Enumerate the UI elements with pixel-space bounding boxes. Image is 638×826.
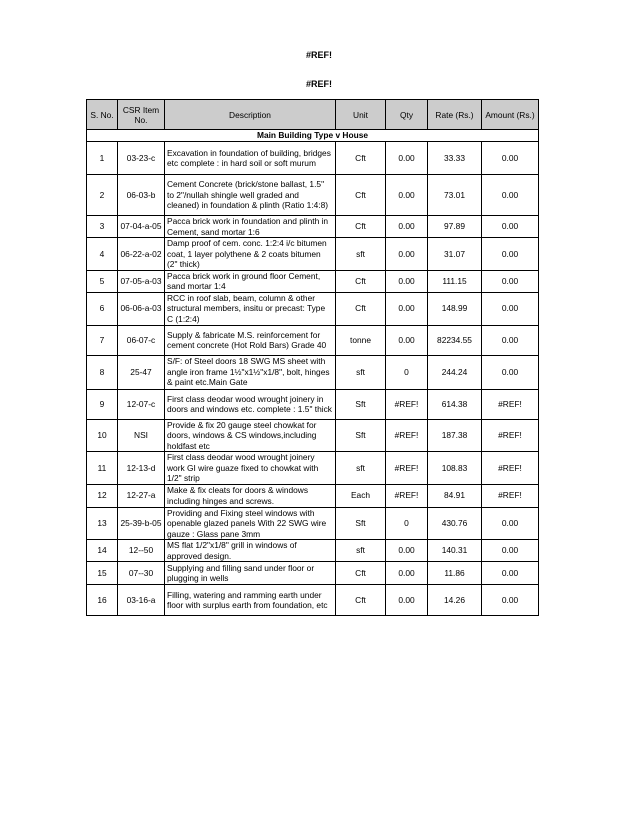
cell-sno: 1 <box>87 142 118 175</box>
cell-unit: Cft <box>336 175 386 216</box>
cell-sno: 13 <box>87 507 118 540</box>
sheet-title-line-2: #REF! <box>305 79 332 89</box>
cell-unit: Sft <box>336 419 386 452</box>
cell-unit: Sft <box>336 507 386 540</box>
cell-amount: 0.00 <box>482 355 539 389</box>
cell-description: Pacca brick work in ground floor Cement, sand mortar 1:4 <box>165 270 336 292</box>
table-row <box>87 175 539 216</box>
cell-csr-item: 06-22-a-02 <box>118 238 165 271</box>
cell-rate: 31.07 <box>428 238 482 271</box>
cell-amount: 0.00 <box>482 507 539 540</box>
table-row <box>87 562 539 585</box>
cell-rate: 14.26 <box>428 585 482 616</box>
cell-amount: #REF! <box>482 419 539 452</box>
cell-csr-item: 25-39-b-05 <box>118 507 165 540</box>
cell-qty: #REF! <box>386 419 428 452</box>
cell-sno: 11 <box>87 452 118 485</box>
cell-rate: 244.24 <box>428 355 482 389</box>
table-row <box>87 585 539 616</box>
cell-csr-item: 07-05-a-03 <box>118 270 165 292</box>
cell-unit: sft <box>336 452 386 485</box>
cell-qty: 0.00 <box>386 238 428 271</box>
cell-sno: 8 <box>87 355 118 389</box>
section-title: Main Building Type v House <box>87 130 539 142</box>
cell-amount: 0.00 <box>482 540 539 562</box>
cell-csr-item: 12-07-c <box>118 389 165 419</box>
cell-description: First class deodar wood wrought joinery work GI wire guaze fixed to chowkat with 1/2" strip <box>165 452 336 485</box>
cell-description: Damp proof of cem. conc. 1:2:4 i/c bitumen coat, 1 layer polythene & 2 coats bitumen (2" thick) <box>165 238 336 271</box>
cell-csr-item: 25-47 <box>118 355 165 389</box>
cell-rate: 33.33 <box>428 142 482 175</box>
cell-rate: 140.31 <box>428 540 482 562</box>
cell-description: Providing and Fixing steel windows with openable glazed panels With 22 SWG wire gauze : Glass pane 3mm <box>165 507 336 540</box>
cell-amount: 0.00 <box>482 216 539 238</box>
cell-csr-item: 07-04-a-05 <box>118 216 165 238</box>
cell-unit: Cft <box>336 585 386 616</box>
cell-sno: 3 <box>87 216 118 238</box>
cell-csr-item: 06-06-a-03 <box>118 292 165 325</box>
cell-csr-item: NSI <box>118 419 165 452</box>
table-header-row <box>87 100 539 130</box>
bill-of-quantities-table <box>86 99 539 616</box>
cell-rate: 430.76 <box>428 507 482 540</box>
cell-rate: 84.91 <box>428 484 482 507</box>
cell-amount: 0.00 <box>482 325 539 355</box>
cell-csr-item: 06-07-c <box>118 325 165 355</box>
cell-rate: 73.01 <box>428 175 482 216</box>
cell-description: Filling, watering and ramming earth under floor with surplus earth from foundation, etc <box>165 585 336 616</box>
cell-rate: 108.83 <box>428 452 482 485</box>
cell-unit: sft <box>336 355 386 389</box>
cell-rate: 111.15 <box>428 270 482 292</box>
table-row <box>87 507 539 540</box>
column-header-amount: Amount (Rs.) <box>482 100 539 130</box>
cell-qty: 0 <box>386 355 428 389</box>
cell-csr-item: 12--50 <box>118 540 165 562</box>
cell-sno: 5 <box>87 270 118 292</box>
cell-csr-item: 12-27-a <box>118 484 165 507</box>
table-row <box>87 325 539 355</box>
column-header-unit: Unit <box>336 100 386 130</box>
cell-qty: 0.00 <box>386 142 428 175</box>
column-header-sno: S. No. <box>87 100 118 130</box>
cell-description: First class deodar wood wrought joinery in doors and windows etc. complete : 1.5" thick <box>165 389 336 419</box>
cell-description: Supply & fabricate M.S. reinforcement for cement concrete (Hot Rold Bars) Grade 40 <box>165 325 336 355</box>
sheet-title-line-1: #REF! <box>305 50 332 60</box>
cell-csr-item: 06-03-b <box>118 175 165 216</box>
cell-qty: 0.00 <box>386 292 428 325</box>
column-header-rate: Rate (Rs.) <box>428 100 482 130</box>
section-row <box>87 130 539 142</box>
cell-unit: sft <box>336 540 386 562</box>
cell-description: MS flat 1/2"x1/8" grill in windows of approved design. <box>165 540 336 562</box>
cell-description: Supplying and filling sand under floor or plugging in wells <box>165 562 336 585</box>
cell-qty: 0.00 <box>386 540 428 562</box>
cell-description: Excavation in foundation of building, bridges etc complete : in hard soil or soft murum <box>165 142 336 175</box>
cell-description: Pacca brick work in foundation and plinth in Cement, sand mortar 1:6 <box>165 216 336 238</box>
cell-qty: 0 <box>386 507 428 540</box>
cell-description: RCC in roof slab, beam, column & other structural members, insitu or precast: Type C (1:2:4) <box>165 292 336 325</box>
cell-sno: 14 <box>87 540 118 562</box>
cell-unit: tonne <box>336 325 386 355</box>
cell-amount: #REF! <box>482 389 539 419</box>
cell-unit: Cft <box>336 270 386 292</box>
table-row <box>87 452 539 485</box>
cell-qty: #REF! <box>386 484 428 507</box>
cell-sno: 12 <box>87 484 118 507</box>
table-row <box>87 389 539 419</box>
cell-amount: 0.00 <box>482 142 539 175</box>
cell-description: Make & fix cleats for doors & windows including hinges and screws. <box>165 484 336 507</box>
cell-qty: 0.00 <box>386 562 428 585</box>
cell-description: Provide & fix 20 gauge steel chowkat for doors, windows & CS windows,including holdfast etc <box>165 419 336 452</box>
cell-qty: 0.00 <box>386 216 428 238</box>
column-header-csr-item: CSR Item No. <box>118 100 165 130</box>
cell-sno: 6 <box>87 292 118 325</box>
column-header-description: Description <box>165 100 336 130</box>
table-row <box>87 142 539 175</box>
cell-sno: 2 <box>87 175 118 216</box>
cell-amount: #REF! <box>482 484 539 507</box>
cell-sno: 9 <box>87 389 118 419</box>
cell-unit: Sft <box>336 389 386 419</box>
cell-csr-item: 03-16-a <box>118 585 165 616</box>
cell-description: S/F: of Steel doors 18 SWG MS sheet with angle iron frame 1½"x1½"x1/8", bolt, hinges & paint etc.Main Gate <box>165 355 336 389</box>
table-row <box>87 238 539 271</box>
table-row <box>87 216 539 238</box>
table-row <box>87 355 539 389</box>
column-header-qty: Qty <box>386 100 428 130</box>
cell-rate: 148.99 <box>428 292 482 325</box>
table-row <box>87 419 539 452</box>
cell-rate: 11.86 <box>428 562 482 585</box>
cell-amount: 0.00 <box>482 292 539 325</box>
cell-qty: #REF! <box>386 452 428 485</box>
table-row <box>87 292 539 325</box>
cell-sno: 16 <box>87 585 118 616</box>
cell-amount: 0.00 <box>482 175 539 216</box>
cell-rate: 187.38 <box>428 419 482 452</box>
cell-sno: 7 <box>87 325 118 355</box>
table-row <box>87 270 539 292</box>
cell-amount: 0.00 <box>482 270 539 292</box>
cell-amount: 0.00 <box>482 562 539 585</box>
cell-unit: Cft <box>336 562 386 585</box>
cell-csr-item: 03-23-c <box>118 142 165 175</box>
cell-unit: sft <box>336 238 386 271</box>
cell-amount: 0.00 <box>482 585 539 616</box>
cell-unit: Each <box>336 484 386 507</box>
cell-qty: 0.00 <box>386 325 428 355</box>
cell-amount: #REF! <box>482 452 539 485</box>
cell-unit: Cft <box>336 216 386 238</box>
cell-rate: 97.89 <box>428 216 482 238</box>
cell-rate: 614.38 <box>428 389 482 419</box>
cell-qty: 0.00 <box>386 270 428 292</box>
table-row <box>87 484 539 507</box>
cell-sno: 15 <box>87 562 118 585</box>
cell-qty: 0.00 <box>386 585 428 616</box>
cell-description: Cement Concrete (brick/stone ballast, 1.5" to 2"/nullah shingle well graded and cleaned) in foundation & plinth (Ratio 1:4:8) <box>165 175 336 216</box>
cell-sno: 10 <box>87 419 118 452</box>
cell-qty: #REF! <box>386 389 428 419</box>
table-row <box>87 540 539 562</box>
cell-csr-item: 12-13-d <box>118 452 165 485</box>
cell-qty: 0.00 <box>386 175 428 216</box>
cell-unit: Cft <box>336 292 386 325</box>
cell-unit: Cft <box>336 142 386 175</box>
cell-csr-item: 07--30 <box>118 562 165 585</box>
cell-sno: 4 <box>87 238 118 271</box>
cell-rate: 82234.55 <box>428 325 482 355</box>
cell-amount: 0.00 <box>482 238 539 271</box>
